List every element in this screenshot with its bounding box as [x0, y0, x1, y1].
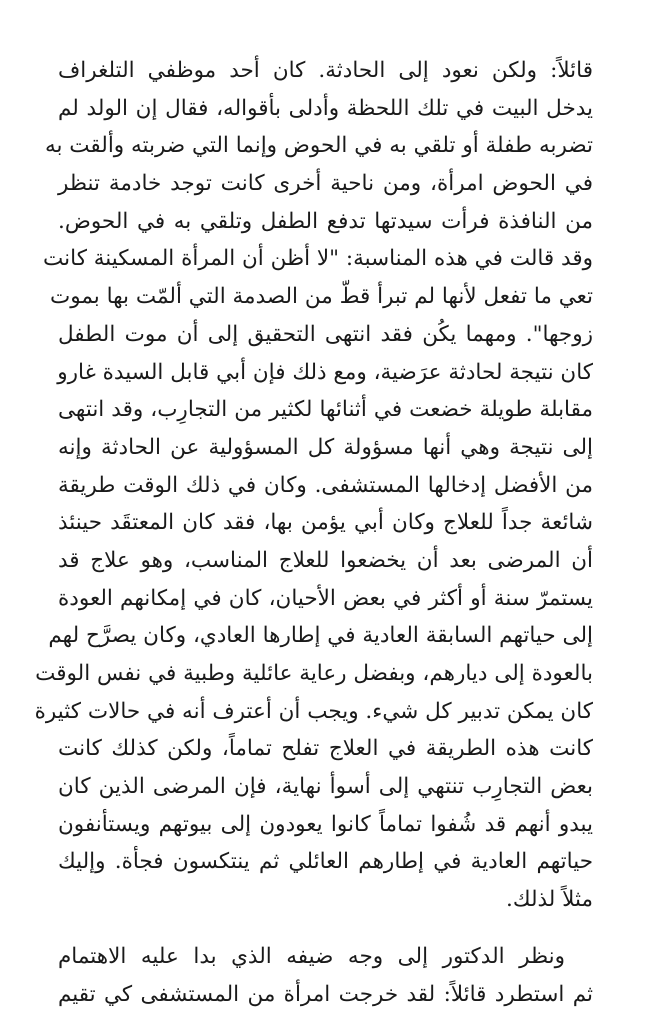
text-line: ثم استطرد قائلاً: لقد خرجت امرأة من المستشفى كي تقيم: [58, 976, 593, 1013]
text-line: تعي ما تفعل لأنها لم تبرأ قطّ من الصدمة التي ألمّت بها بموت: [58, 278, 593, 316]
text-line: كانت هذه الطريقة في العلاج تفلح تماماً، ولكن كذلك كانت: [58, 730, 593, 768]
text-line: ونظر الدكتور إلى وجه ضيفه الذي بدا عليه الاهتمام: [58, 938, 593, 976]
text-line: كان يمكن تدبير كل شيء. ويجب أن أعترف أنه في حالات كثيرة: [58, 693, 593, 731]
text-line: يدخل البيت في تلك اللحظة وأدلى بأقواله، فقال إن الولد لم: [58, 90, 593, 128]
text-line: بعض التجارِب تنتهي إلى أسوأ نهاية، فإن المرضى الذين كان: [58, 768, 593, 806]
text-line: يبدو أنهم قد شُفوا تماماً كانوا يعودون إلى بيوتهم ويستأنفون: [58, 806, 593, 844]
paragraph-2: [58, 938, 593, 1013]
text-line: تضربه طفلة أو تلقي به في الحوض وإنما التي ضربته وألقت به: [58, 127, 593, 165]
paragraph-1: [58, 52, 593, 919]
text-line: في الحوض امرأة، ومن ناحية أخرى كانت توجد خادمة تنظر: [58, 165, 593, 203]
document-page: [58, 52, 593, 1013]
text-line: مثلاً لذلك.: [58, 881, 593, 919]
text-line: من النافذة فرأت سيدتها تدفع الطفل وتلقي به في الحوض.: [58, 203, 593, 241]
text-line: إلى حياتهم السابقة العادية في إطارها العادي، وكان يصرَّح لهم: [58, 617, 593, 655]
text-line: كان نتيجة لحادثة عرَضية، ومع ذلك فإن أبي قابل السيدة غارو: [58, 354, 593, 392]
text-line: من الأفضل إدخالها المستشفى. وكان في ذلك الوقت طريقة: [58, 467, 593, 505]
text-line: مقابلة طويلة خضعت في أثنائها لكثير من التجارِب، وقد انتهى: [58, 391, 593, 429]
text-line: زوجها". ومهما يكُن فقد انتهى التحقيق إلى أن موت الطفل: [58, 316, 593, 354]
text-line: إلى نتيجة وهي أنها مسؤولة كل المسؤولية عن الحادثة وإنه: [58, 429, 593, 467]
text-line: وقد قالت في هذه المناسبة: "لا أظن أن المرأة المسكينة كانت: [58, 240, 593, 278]
text-line: حياتهم العادية في إطارهم العائلي ثم ينتكسون فجأة. وإليك: [58, 843, 593, 881]
text-line: شائعة جداً للعلاج وكان أبي يؤمن بها، فقد كان المعتقَد حينئذ: [58, 504, 593, 542]
text-line: بالعودة إلى ديارهم، وبفضل رعاية عائلية وطبية في نفس الوقت: [58, 655, 593, 693]
text-line: قائلاً: ولكن نعود إلى الحادثة. كان أحد موظفي التلغراف: [58, 52, 593, 90]
text-line: أن المرضى بعد أن يخضعوا للعلاج المناسب، وهو علاج قد: [58, 542, 593, 580]
text-line: يستمرّ سنة أو أكثر في بعض الأحيان، كان في إمكانهم العودة: [58, 580, 593, 618]
